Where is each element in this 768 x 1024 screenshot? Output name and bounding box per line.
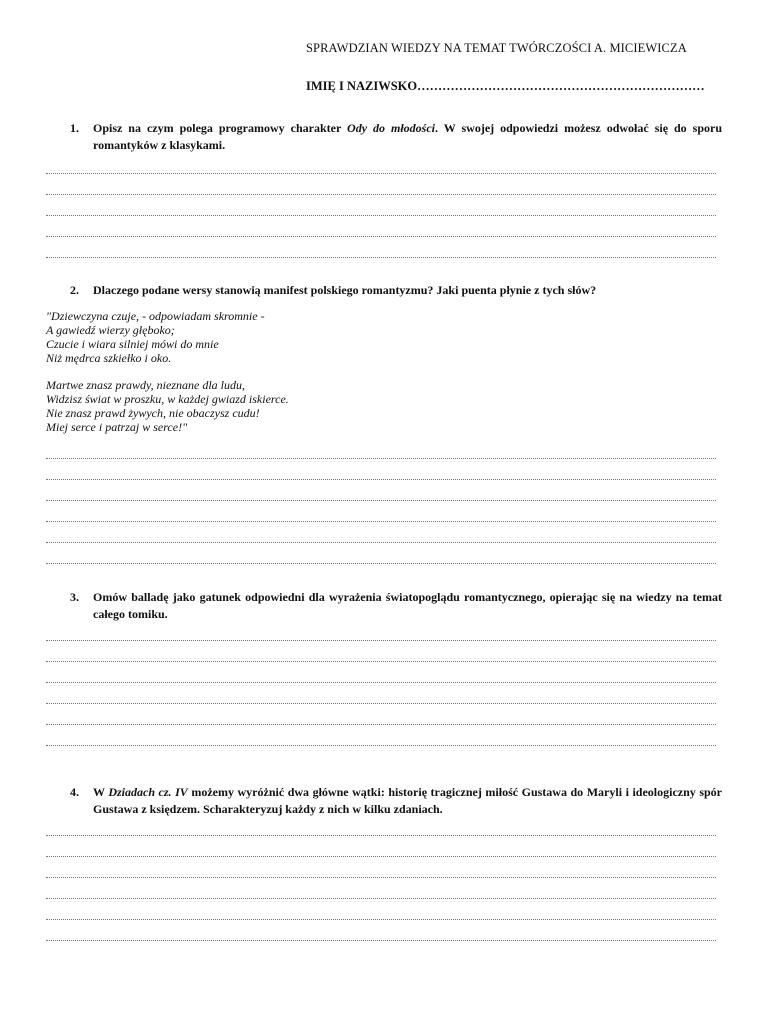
question-text xyxy=(93,120,722,154)
question-number: 1. xyxy=(70,121,79,135)
poem-line: "Dziewczyna czuje, - odpowiadam skromnie - xyxy=(46,309,265,323)
poem-line: Martwe znasz prawdy, nieznane dla ludu, xyxy=(46,378,246,392)
answer-line[interactable] xyxy=(46,919,716,921)
answer-line[interactable] xyxy=(46,194,716,196)
question-text-part: możemy wyróżnić dwa główne wątki: historię tragicznej miłość Gustawa do Maryli i ideologiczny spór Gustawa z księdzem. Scharakteryzuj każdy z nich w kilku zdaniach. xyxy=(93,785,723,816)
question-text-part: Opisz na czym polega programowy charakter xyxy=(93,121,348,135)
question-3 xyxy=(70,589,722,623)
question-1 xyxy=(70,120,722,154)
answer-line[interactable] xyxy=(46,257,716,259)
answer-line[interactable] xyxy=(46,898,716,900)
poem-stanza-1 xyxy=(46,309,376,365)
answer-line[interactable] xyxy=(46,835,716,837)
answer-line[interactable] xyxy=(46,542,716,544)
answer-line[interactable] xyxy=(46,173,716,175)
poem-stanza-2 xyxy=(46,378,376,434)
question-number: 2. xyxy=(70,283,79,297)
question-text: Omów balladę jako gatunek odpowiedni dla wyrażenia światopoglądu romantycznego, opierając się na wiedzy na temat całego tomiku. xyxy=(93,590,722,621)
answer-line[interactable] xyxy=(46,640,716,642)
poem-line: Widzisz świat w proszku, w każdej gwiazd iskierce. xyxy=(46,392,289,406)
answer-line[interactable] xyxy=(46,703,716,705)
answer-line[interactable] xyxy=(46,745,716,747)
answer-line[interactable] xyxy=(46,500,716,502)
answer-line[interactable] xyxy=(46,215,716,217)
poem-line: Nie znasz prawd żywych, nie obaczysz cudu! xyxy=(46,406,260,420)
poem-line: Niż mędrca szkiełko i oko. xyxy=(46,351,172,365)
answer-line[interactable] xyxy=(46,856,716,858)
answer-line[interactable] xyxy=(46,563,716,565)
answer-line[interactable] xyxy=(46,479,716,481)
answer-line[interactable] xyxy=(46,724,716,726)
answer-line[interactable] xyxy=(46,682,716,684)
answer-line[interactable] xyxy=(46,877,716,879)
question-text-part: . W swojej odpowiedzi możesz odwołać się do sporu romantyków z klasykami. xyxy=(93,121,722,152)
question-italic-title: Dziadach cz. IV xyxy=(108,785,188,799)
answer-line[interactable] xyxy=(46,236,716,238)
answer-line[interactable] xyxy=(46,521,716,523)
answer-line[interactable] xyxy=(46,458,716,460)
name-fill-dots: …………………………………………………………… xyxy=(417,79,705,93)
name-label: IMIĘ I NAZIWSKO xyxy=(306,79,418,93)
question-text: Dlaczego podane wersy stanowią manifest polskiego romantyzmu? Jaki puenta płynie z tych słów? xyxy=(93,283,597,297)
question-4 xyxy=(70,784,722,818)
question-italic-title: Ody do młodości xyxy=(347,121,435,135)
poem-line: A gawiedź wierzy głęboko; xyxy=(46,323,175,337)
poem-line: Miej serce i patrzaj w serce!" xyxy=(46,420,188,434)
poem-line: Czucie i wiara silniej mówi do mnie xyxy=(46,337,219,351)
student-name-line xyxy=(306,79,726,94)
answer-line[interactable] xyxy=(46,940,716,942)
question-2 xyxy=(70,282,722,299)
question-number: 4. xyxy=(70,785,79,799)
question-text xyxy=(93,784,722,818)
answer-line[interactable] xyxy=(46,661,716,663)
question-number: 3. xyxy=(70,590,79,604)
question-text-part: W xyxy=(93,785,109,799)
worksheet-title: SPRAWDZIAN WIEDZY NA TEMAT TWÓRCZOŚCI A. MICIEWICZA xyxy=(306,41,687,55)
